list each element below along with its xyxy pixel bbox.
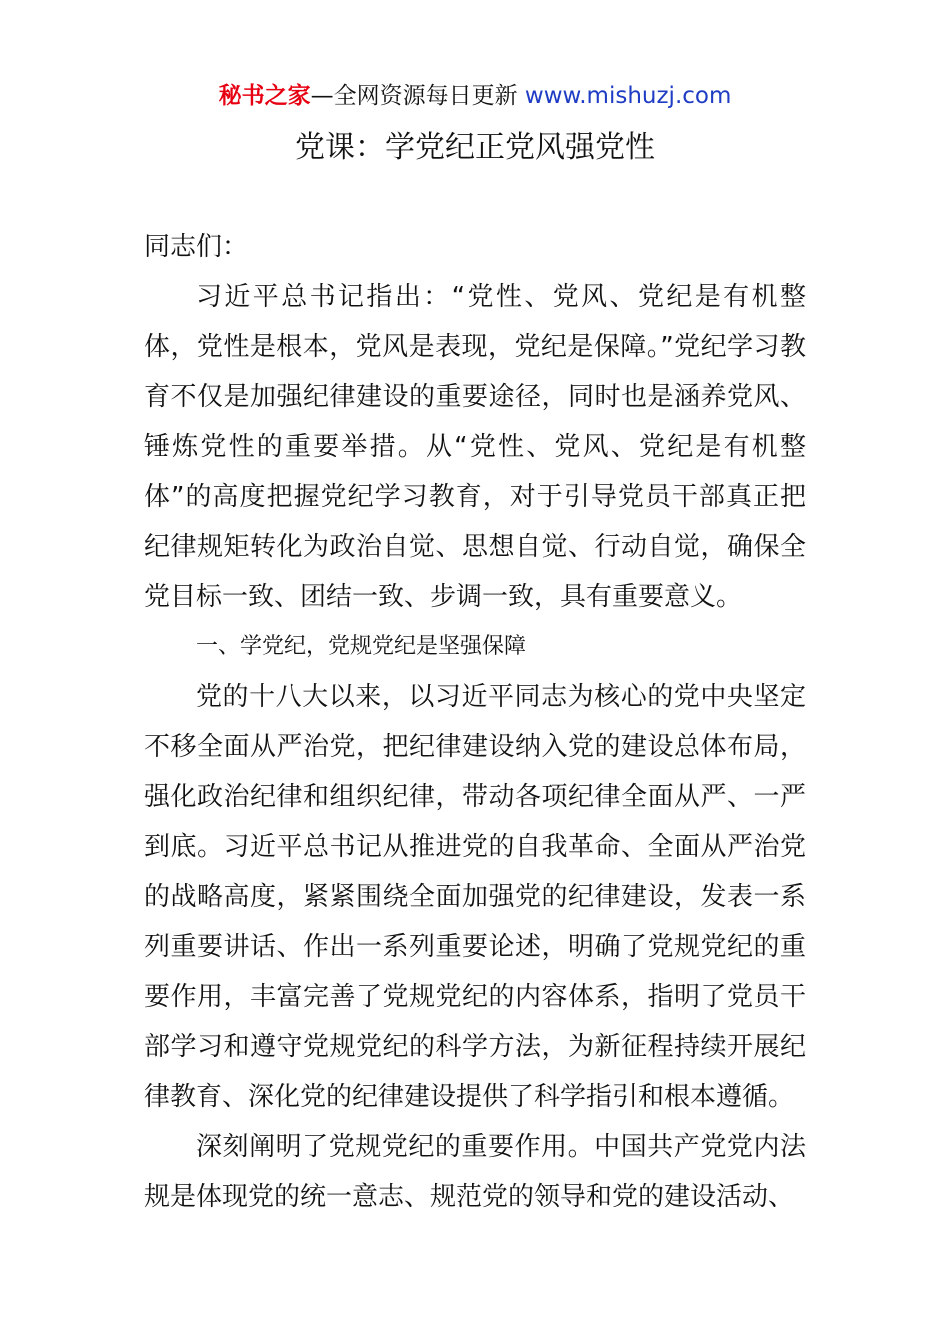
- site-url-link[interactable]: www.mishuzj.com: [524, 83, 732, 109]
- intro-paragraph: 习近平总书记指出：“党性、党风、党纪是有机整体，党性是根本，党风是表现，党纪是保障。”党纪学习教育不仅是加强纪律建设的重要途径，同时也是涵养党风、锤炼党性的重要举措。从“党性、党风、党纪是有机整体”的高度把握党纪学习教育，对于引导党员干部真正把纪律规矩转化为政治自觉、思想自觉、行动自觉，确保全党目标一致、团结一致、步调一致，具有重要意义。: [144, 282, 806, 612]
- site-brand: 秘书之家: [218, 83, 311, 109]
- section-paragraph: 深刻阐明了党规党纪的重要作用。中国共产党党内法规是体现党的统一意志、规范党的领导和党的建设活动、: [144, 1132, 806, 1212]
- site-tagline: —全网资源每日更新: [310, 83, 525, 109]
- document-body: [144, 222, 806, 1222]
- site-header: [0, 80, 950, 112]
- salutation: 同志们：: [144, 232, 249, 262]
- document-title: 党课：学党纪正党风强党性: [295, 130, 655, 165]
- section-paragraph: 党的十八大以来，以习近平同志为核心的党中央坚定不移全面从严治党，把纪律建设纳入党的建设总体布局，强化政治纪律和组织纪律，带动各项纪律全面从严、一严到底。习近平总书记从推进党的自我革命、全面从严治党的战略高度，紧紧围绕全面加强党的纪律建设，发表一系列重要讲话、作出一系列重要论述，明确了党规党纪的重要作用，丰富完善了党规党纪的内容体系，指明了党员干部学习和遵守党规党纪的科学方法，为新征程持续开展纪律教育、深化党的纪律建设提供了科学指引和根本遵循。: [144, 682, 806, 1112]
- section-heading: 一、学党纪，党规党纪是坚强保障: [196, 634, 527, 659]
